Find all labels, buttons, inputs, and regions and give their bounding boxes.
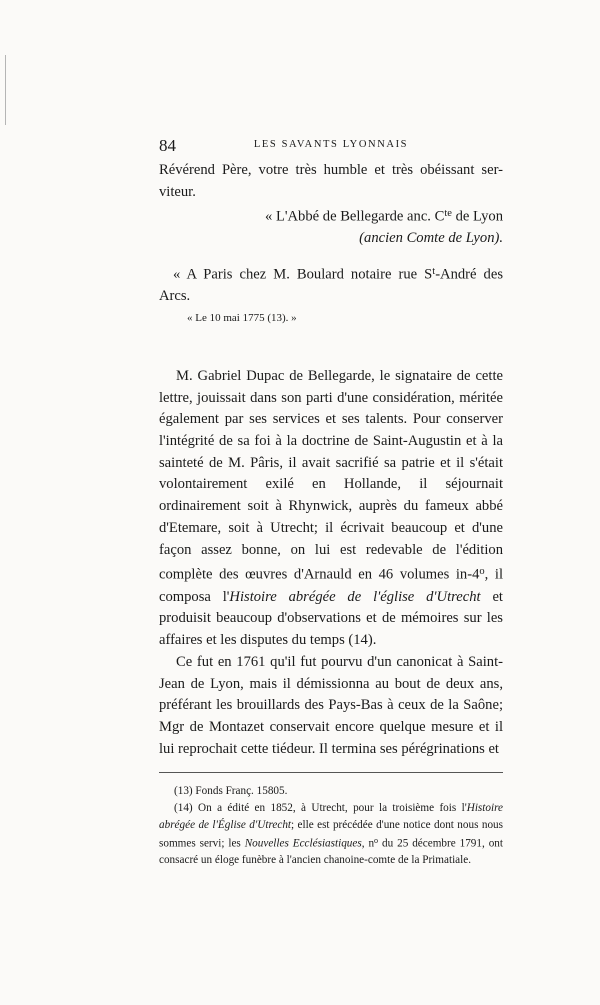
letter-date: « Le 10 mai 1775 (13). »	[187, 312, 297, 325]
page-number: 84	[159, 136, 176, 155]
running-head	[159, 136, 503, 160]
footnotes	[159, 783, 503, 869]
footnote-14: (14) On a édité en 1852, à Utrecht, pour la troisième fois l'Histoire abrégée de l'Église d'Utrecht; elle est précédée d'une notice dont nous nous sommes servi; les Nouvelles Ecclésiastiques, $n^o$ du 25 décembre 1791, ont consacré un éloge funèbre à l'ancien chanoine-comte de la Primatiale.	[159, 801, 503, 867]
letter-closing-line: Révérend Père, votre très humble et très obéissant ser-	[159, 162, 503, 178]
letter-signature-gloss: (ancien Comte de Lyon).	[359, 230, 503, 247]
letter-address: « A Paris chez M. Boulard notaire rue $S^t$-André des	[173, 265, 503, 283]
paragraph: Ce fut en 1761 qu'il fut pourvu d'un canonicat à Saint-Jean de Lyon, mais il démissionna au bout de deux ans, préférant les brouillards des Pays-Bas à ceux de la Saône; Mgr de Montazet conservait encore quelque mesure et il lui reprochait cette tiédeur. Il termina ses pérégrinations et	[159, 653, 503, 757]
footnote-13: (13) Fonds Franç. 15805.	[174, 785, 288, 798]
footnote-rule	[159, 772, 503, 773]
paragraph: M. Gabriel Dupac de Bellegarde, le signataire de cette lettre, jouissait dans son parti d'une considération, méritée également par ses services et ses talents. Pour conserver l'intégrité de sa foi à la doctrine de Saint-Augustin et à la sainteté de M. Pâris, il avait sacrifié sa patrie et il s'était volontairement exilé en Hollande, il séjournait ordinairement soit à Rhynwick, auprès du fameux abbé d'Etemare, soit à Utrecht; il écrivait beaucoup et d'une façon assez bonne, on lui est redevable de l'édition complète des œuvres d'Arnauld en 46 volumes in-4$^o$, il composa l'Histoire abrégée de l'église d'Utrecht et produisit beaucoup d'observations et de mémoires sur les affaires et les disputes du temps (14).	[159, 367, 503, 649]
margin-mark	[5, 55, 6, 125]
letter-excerpt	[159, 160, 503, 330]
letter-closing-line: viteur.	[159, 183, 196, 200]
letter-signature: « L'Abbé de Bellegarde anc. $C^{te}$ de Lyon	[265, 208, 503, 225]
letter-address-cont: Arcs.	[159, 287, 191, 304]
book-page	[159, 136, 503, 869]
running-title: LES SAVANTS LYONNAIS	[253, 139, 409, 150]
body-text	[159, 366, 503, 760]
